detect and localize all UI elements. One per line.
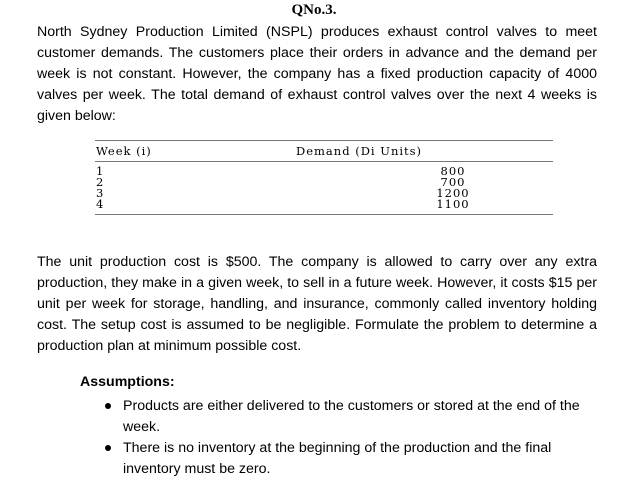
assumptions-title: Assumptions: xyxy=(80,374,175,390)
demand-cell: 800 xyxy=(440,164,466,178)
week-cell: 2 xyxy=(96,175,105,189)
table-bottom-rule xyxy=(95,214,553,215)
week-column xyxy=(95,166,296,210)
demand-cell: 1100 xyxy=(436,197,470,211)
demand-column xyxy=(393,166,513,210)
demand-table xyxy=(95,140,553,215)
bullet-icon xyxy=(105,445,111,451)
week-cell: 4 xyxy=(96,197,105,211)
assumption-item xyxy=(103,438,603,480)
demand-cell: 700 xyxy=(440,175,466,189)
bullet-icon xyxy=(105,403,111,409)
assumption-text: There is no inventory at the beginning of the production and the final inventory must be zero. xyxy=(123,440,552,477)
assumption-item xyxy=(103,396,603,438)
table-header xyxy=(95,141,553,161)
assumptions-list xyxy=(103,396,603,480)
intro-paragraph: North Sydney Production Limited (NSPL) produces exhaust control valves to meet customer demands. The customers place their orders in advance and the demand per week is not constant. However, the company has a fixed production capacity of 4000 valves per week. The total demand of exhaust control valves over the next 4 weeks is given below: xyxy=(37,24,597,124)
demand-cell: 1200 xyxy=(436,186,470,200)
week-cell: 3 xyxy=(96,186,105,200)
demand-column-header: Demand (Di Units) xyxy=(296,144,423,158)
week-column-header: Week (i) xyxy=(96,144,152,158)
assumption-text: Products are either delivered to the customers or stored at the end of the week. xyxy=(123,398,580,435)
week-cell: 1 xyxy=(96,164,105,178)
table-body xyxy=(95,162,553,214)
cost-paragraph: The unit production cost is $500. The company is allowed to carry over any extra production, they make in a given week, to sell in a future week. However, it costs $15 per unit per week for storage, handling, and insurance, commonly called inventory holding cost. The setup cost is assumed to be negligible. Formulate the problem to determine a production plan at minimum possible cost. xyxy=(37,254,597,354)
question-number: QNo.3. xyxy=(291,2,337,18)
